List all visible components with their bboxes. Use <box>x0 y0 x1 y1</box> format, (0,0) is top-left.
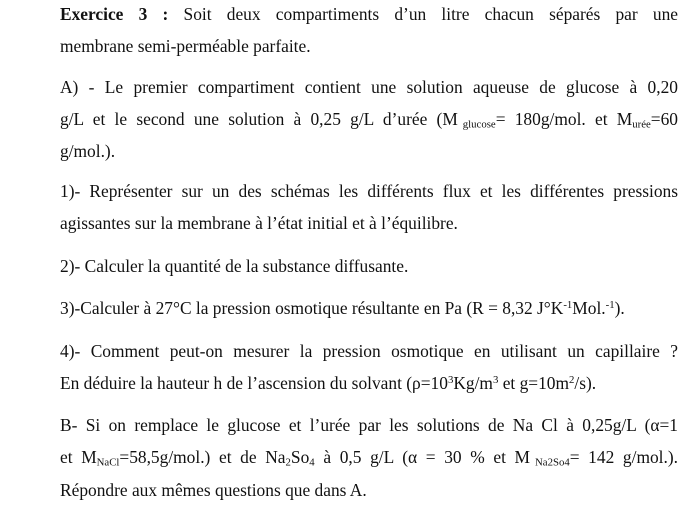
question-4-text-start: En déduire la hauteur h de l’ascension du solvant (ρ=10 <box>60 373 448 393</box>
question-3-sup-2: -1 <box>605 299 615 312</box>
question-4-text-end: /s). <box>574 373 597 393</box>
part-b-text-a: et M <box>60 447 97 467</box>
part-b-line-1: B- Si on remplace le glucose et l’urée par les solutions de Na Cl à 0,25g/L (α=1 <box>60 415 678 435</box>
question-4-text-middle-1: Kg/m <box>453 373 493 393</box>
exercise-title: Exercice 3 : <box>60 4 169 24</box>
question-1-line-2: agissantes sur la membrane à l’état initial et à l’équilibre. <box>60 213 458 233</box>
part-a-line-2 <box>60 104 678 135</box>
glucose-subscript: glucose <box>462 118 496 131</box>
part-a-line-3: g/mol.). <box>60 141 116 161</box>
part-b-line-2-text <box>60 447 678 467</box>
na2so4-subscript: Na2So4 <box>535 456 570 469</box>
question-3-text-start: 3)-Calculer à 27°C la pression osmotique résultante en Pa (R = 8,32 J°K <box>60 298 564 318</box>
exercise-intro-line-2: membrane semi-perméable parfaite. <box>60 36 311 56</box>
question-4-sup-2: 3 <box>492 374 499 387</box>
question-3 <box>60 293 678 324</box>
part-a-text-end: =60 <box>650 109 678 129</box>
question-4-line-2 <box>60 368 678 399</box>
part-a-text-middle: = 180g/mol. et M <box>495 109 633 129</box>
part-b-line-3: Répondre aux mêmes questions que dans A. <box>60 480 367 500</box>
part-b-text-e: = 142 g/mol.). <box>569 447 678 467</box>
part-b-text-d: à 0,5 g/L (α = 30 % et M <box>314 447 531 467</box>
question-4-sup-1: 3 <box>447 374 454 387</box>
question-3-text-middle: Mol. <box>572 298 606 318</box>
part-b-line-2 <box>60 442 678 473</box>
uree-subscript: urée <box>632 118 651 131</box>
na2-subscript: 2 <box>285 456 291 469</box>
part-a-line-1: A) - Le premier compartiment contient une solution aqueuse de glucose à 0,20 <box>60 77 678 97</box>
question-1-line-1: 1)- Représenter sur un des schémas les différents flux et les différentes pressions <box>60 181 678 201</box>
question-4-line-1: 4)- Comment peut-on mesurer la pression osmotique en utilisant un capillaire ? <box>60 341 678 361</box>
question-2: 2)- Calculer la quantité de la substance diffusante. <box>60 256 409 276</box>
so4-subscript: 4 <box>309 456 315 469</box>
exercise-intro-text: Soit deux compartiments d’un litre chacun séparés par une <box>183 4 678 24</box>
part-a-text-start: g/L et le second une solution à 0,25 g/L d’urée (M <box>60 109 458 129</box>
question-3-sup-1: -1 <box>563 299 573 312</box>
exercise-intro-line-1 <box>60 0 678 30</box>
part-b-text-c: So <box>290 447 310 467</box>
part-a-line-2-text <box>60 109 678 129</box>
part-b-text-b: =58,5g/mol.) et de Na <box>119 447 286 467</box>
nacl-subscript: NaCl <box>96 456 120 469</box>
question-4-sup-3: 2 <box>569 374 575 387</box>
question-3-text-end: ). <box>614 298 625 318</box>
question-4-text-middle-2: et g=10m <box>498 373 570 393</box>
